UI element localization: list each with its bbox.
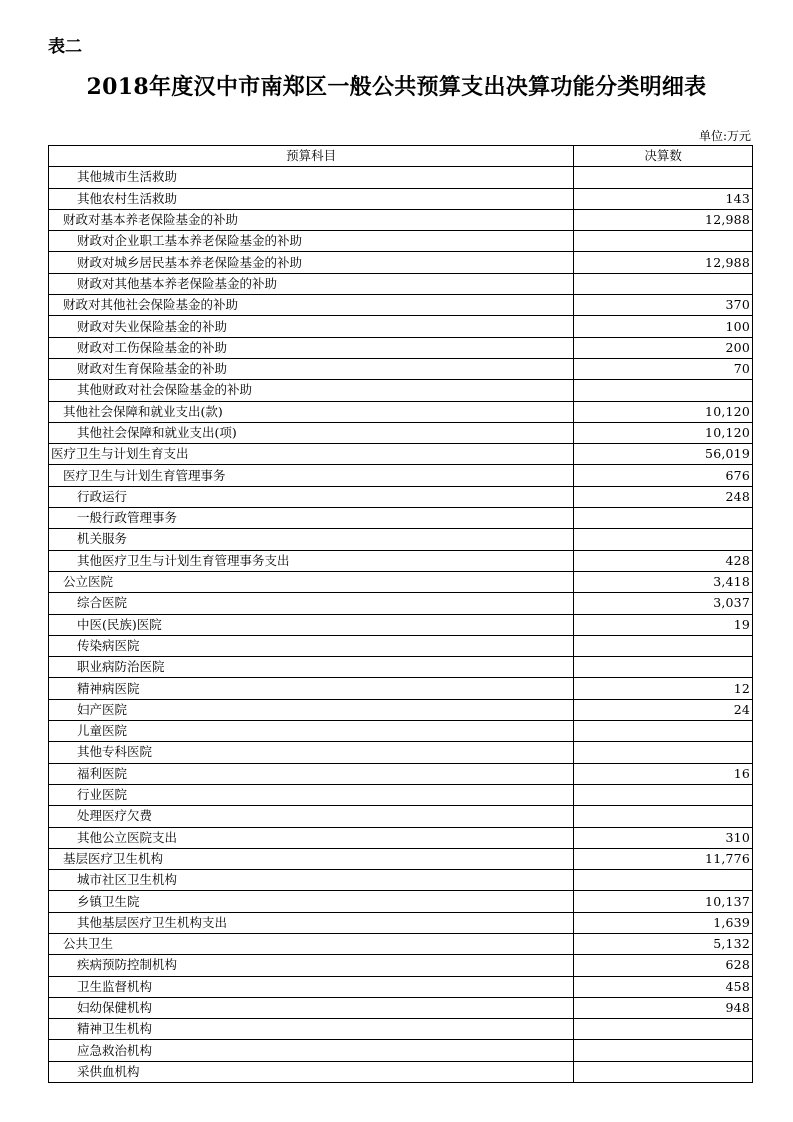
row-amount: 1,639: [574, 912, 753, 933]
table-row: [49, 444, 753, 465]
row-amount: [574, 508, 753, 529]
table-header-row: [49, 146, 753, 167]
table-row: [49, 295, 753, 316]
row-subject: 财政对基本养老保险基金的补助: [49, 209, 574, 230]
row-amount: 310: [574, 827, 753, 848]
row-amount: 3,418: [574, 571, 753, 592]
row-subject: 职业病防治医院: [49, 657, 574, 678]
table-row: [49, 231, 753, 252]
table-row: [49, 401, 753, 422]
row-amount: 370: [574, 295, 753, 316]
table-row: [49, 1019, 753, 1040]
table-row: [49, 763, 753, 784]
row-subject: 城市社区卫生机构: [49, 870, 574, 891]
table-row: [49, 593, 753, 614]
table-row: [49, 486, 753, 507]
row-subject: 卫生监督机构: [49, 976, 574, 997]
table-row: [49, 635, 753, 656]
row-amount: [574, 167, 753, 188]
row-subject: 处理医疗欠费: [49, 806, 574, 827]
table-row: [49, 827, 753, 848]
row-subject: 采供血机构: [49, 1061, 574, 1082]
row-amount: [574, 721, 753, 742]
table-row: [49, 358, 753, 379]
row-amount: 428: [574, 550, 753, 571]
table-row: [49, 273, 753, 294]
row-amount: [574, 806, 753, 827]
row-subject: 公立医院: [49, 571, 574, 592]
row-amount: 10,120: [574, 401, 753, 422]
row-subject: 其他农村生活救助: [49, 188, 574, 209]
row-subject: 疾病预防控制机构: [49, 955, 574, 976]
row-amount: [574, 635, 753, 656]
row-amount: 10,137: [574, 891, 753, 912]
unit-label: 单位:万元: [698, 129, 751, 143]
table-row: [49, 508, 753, 529]
row-subject: 财政对生育保险基金的补助: [49, 358, 574, 379]
row-subject: 机关服务: [49, 529, 574, 550]
row-subject: 医疗卫生与计划生育管理事务: [49, 465, 574, 486]
table-row: [49, 784, 753, 805]
row-subject: 应急救治机构: [49, 1040, 574, 1061]
table-row: [49, 167, 753, 188]
row-amount: 56,019: [574, 444, 753, 465]
table-row: [49, 188, 753, 209]
row-subject: 基层医疗卫生机构: [49, 848, 574, 869]
table-row: [49, 1040, 753, 1061]
row-amount: [574, 231, 753, 252]
row-subject: 财政对其他社会保险基金的补助: [49, 295, 574, 316]
row-subject: 其他专科医院: [49, 742, 574, 763]
table-row: [49, 721, 753, 742]
row-subject: 儿童医院: [49, 721, 574, 742]
row-amount: 200: [574, 337, 753, 358]
row-amount: 143: [574, 188, 753, 209]
table-row: [49, 337, 753, 358]
table-row: [49, 870, 753, 891]
row-subject: 福利医院: [49, 763, 574, 784]
row-amount: 12: [574, 678, 753, 699]
row-subject: 妇产医院: [49, 699, 574, 720]
row-amount: 19: [574, 614, 753, 635]
table-body: [49, 167, 753, 1083]
row-subject: 公共卫生: [49, 933, 574, 954]
table-row: [49, 955, 753, 976]
row-amount: [574, 1061, 753, 1082]
row-amount: [574, 380, 753, 401]
row-subject: 其他医疗卫生与计划生育管理事务支出: [49, 550, 574, 571]
row-amount: 5,132: [574, 933, 753, 954]
row-amount: 70: [574, 358, 753, 379]
row-amount: [574, 273, 753, 294]
row-amount: [574, 742, 753, 763]
row-subject: 其他财政对社会保险基金的补助: [49, 380, 574, 401]
row-amount: 11,776: [574, 848, 753, 869]
table-row: [49, 571, 753, 592]
row-amount: 948: [574, 997, 753, 1018]
row-subject: 其他基层医疗卫生机构支出: [49, 912, 574, 933]
row-amount: 16: [574, 763, 753, 784]
row-subject: 财政对其他基本养老保险基金的补助: [49, 273, 574, 294]
table-label: 表二: [48, 37, 82, 57]
row-subject: 其他社会保障和就业支出(项): [49, 422, 574, 443]
row-amount: 12,988: [574, 252, 753, 273]
table-row: [49, 891, 753, 912]
row-amount: 458: [574, 976, 753, 997]
row-subject: 精神病医院: [49, 678, 574, 699]
table-row: [49, 380, 753, 401]
row-subject: 财政对城乡居民基本养老保险基金的补助: [49, 252, 574, 273]
row-amount: [574, 870, 753, 891]
table-row: [49, 614, 753, 635]
row-amount: [574, 1019, 753, 1040]
table-row: [49, 976, 753, 997]
table-row: [49, 1061, 753, 1082]
table-row: [49, 657, 753, 678]
row-subject: 其他社会保障和就业支出(款): [49, 401, 574, 422]
budget-table: [48, 145, 753, 1083]
row-subject: 精神卫生机构: [49, 1019, 574, 1040]
row-amount: 248: [574, 486, 753, 507]
row-amount: 628: [574, 955, 753, 976]
table-row: [49, 465, 753, 486]
row-subject: 乡镇卫生院: [49, 891, 574, 912]
row-amount: [574, 657, 753, 678]
table-row: [49, 742, 753, 763]
column-header-subject: 预算科目: [49, 146, 574, 167]
table-row: [49, 806, 753, 827]
row-subject: 财政对企业职工基本养老保险基金的补助: [49, 231, 574, 252]
row-subject: 综合医院: [49, 593, 574, 614]
row-subject: 医疗卫生与计划生育支出: [49, 444, 574, 465]
row-amount: 100: [574, 316, 753, 337]
table-row: [49, 252, 753, 273]
column-header-amount: 决算数: [574, 146, 753, 167]
table-row: [49, 422, 753, 443]
table-row: [49, 933, 753, 954]
table-row: [49, 316, 753, 337]
row-subject: 行业医院: [49, 784, 574, 805]
row-subject: 财政对工伤保险基金的补助: [49, 337, 574, 358]
table-row: [49, 529, 753, 550]
row-subject: 财政对失业保险基金的补助: [49, 316, 574, 337]
row-amount: 10,120: [574, 422, 753, 443]
table-row: [49, 912, 753, 933]
row-subject: 妇幼保健机构: [49, 997, 574, 1018]
row-amount: 12,988: [574, 209, 753, 230]
row-amount: [574, 1040, 753, 1061]
table-row: [49, 209, 753, 230]
row-amount: [574, 784, 753, 805]
row-subject: 其他公立医院支出: [49, 827, 574, 848]
table-row: [49, 699, 753, 720]
row-subject: 行政运行: [49, 486, 574, 507]
row-subject: 传染病医院: [49, 635, 574, 656]
table-row: [49, 678, 753, 699]
row-amount: [574, 529, 753, 550]
row-subject: 一般行政管理事务: [49, 508, 574, 529]
row-amount: 3,037: [574, 593, 753, 614]
row-amount: 676: [574, 465, 753, 486]
table-row: [49, 848, 753, 869]
page-title: 2018年度汉中市南郑区一般公共预算支出决算功能分类明细表: [86, 74, 707, 100]
row-subject: 中医(民族)医院: [49, 614, 574, 635]
table-row: [49, 550, 753, 571]
row-subject: 其他城市生活救助: [49, 167, 574, 188]
table-row: [49, 997, 753, 1018]
row-amount: 24: [574, 699, 753, 720]
